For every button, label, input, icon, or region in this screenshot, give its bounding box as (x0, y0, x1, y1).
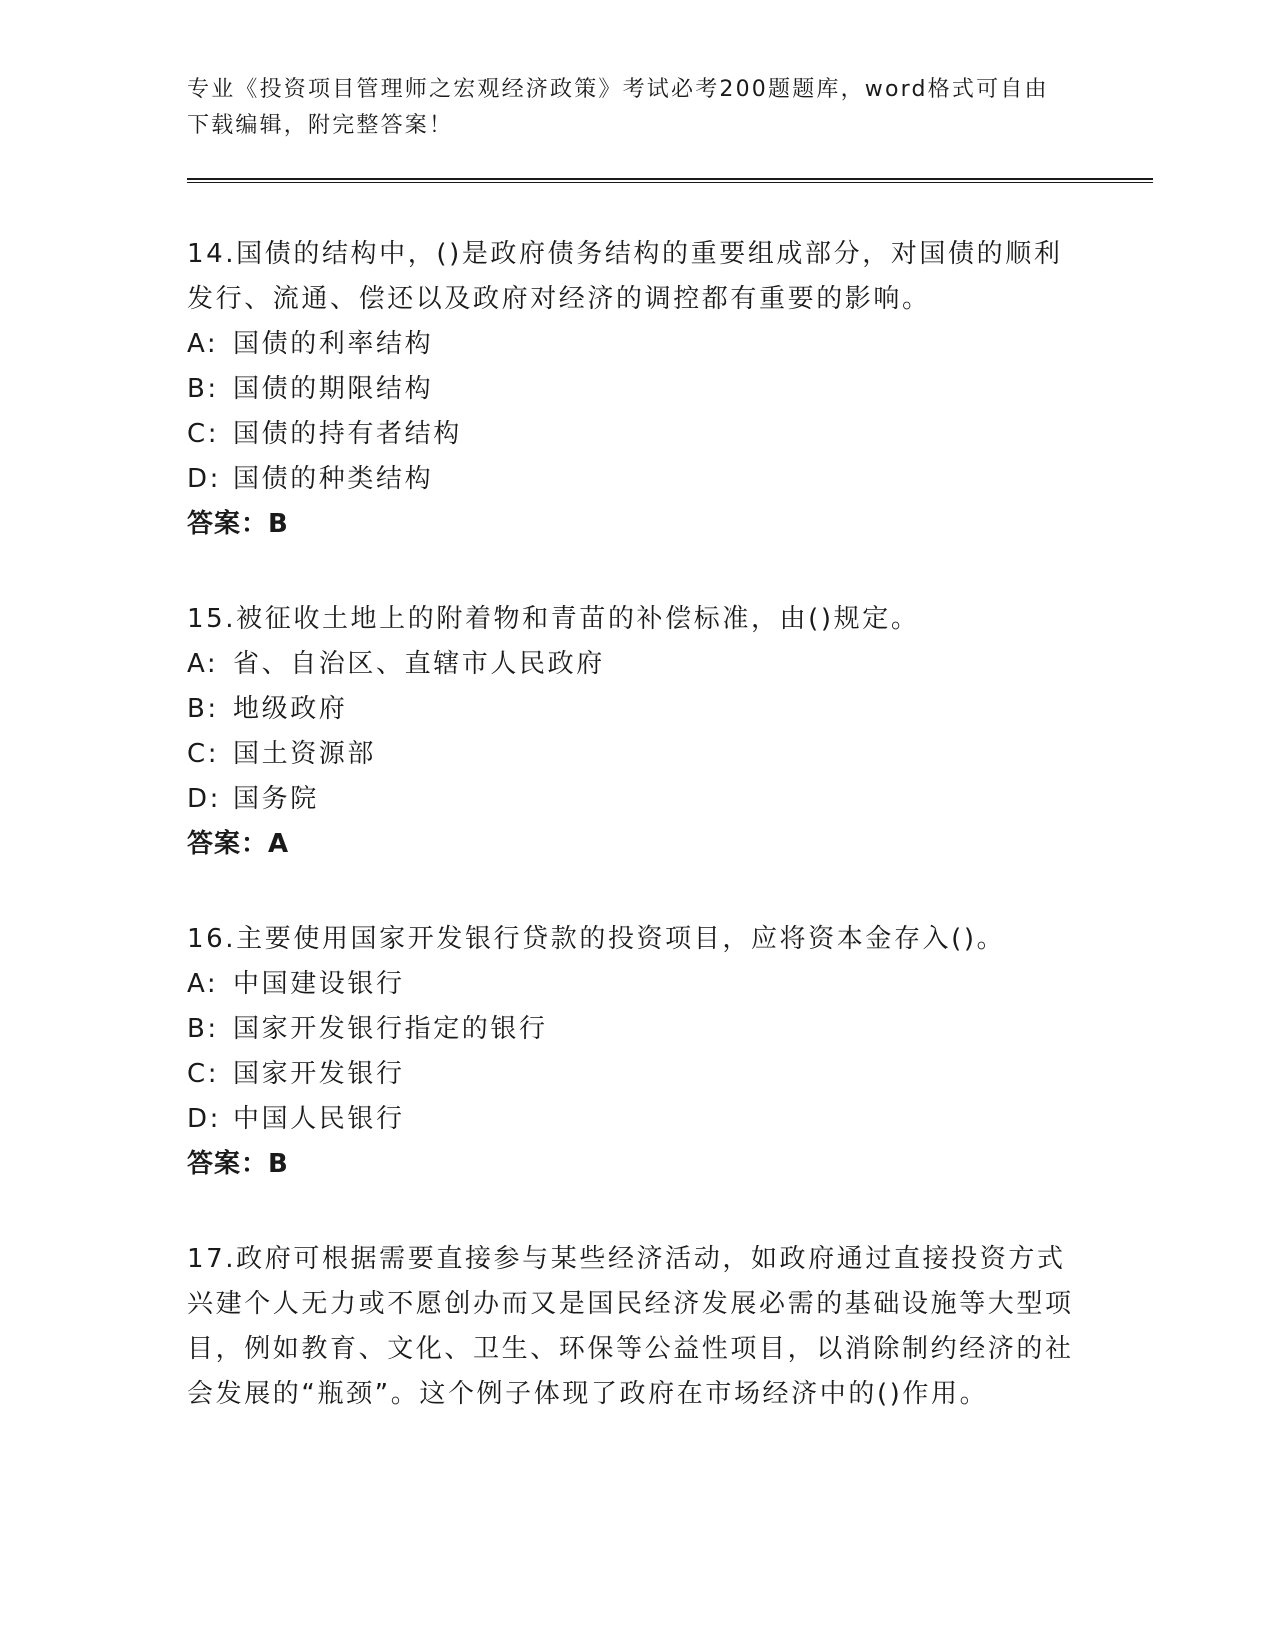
question-stem: 16.主要使用国家开发银行贷款的投资项目，应将资本金存入()。 (187, 924, 1006, 954)
question-15 (187, 597, 1087, 867)
option-key: B: (187, 374, 219, 404)
option-text: 地级政府 (233, 694, 348, 724)
option-key: A: (187, 329, 219, 359)
question-stem: 15.被征收土地上的附着物和青苗的补偿标准，由()规定。 (187, 604, 920, 634)
answer-line: 答案：B (187, 509, 289, 539)
answer-line: 答案：B (187, 1149, 289, 1179)
option-key: A: (187, 649, 219, 679)
option-key: D: (187, 1104, 221, 1134)
option-key: C: (187, 1059, 220, 1089)
option-key: D: (187, 784, 221, 814)
option-text: 国债的利率结构 (233, 329, 434, 359)
option-key: A: (187, 969, 219, 999)
document-header: 专业《投资项目管理师之宏观经济政策》考试必考200题题库，word格式可自由下载编辑，附完整答案！ (187, 77, 1049, 138)
option-a (187, 962, 1087, 1007)
option-key: B: (187, 1014, 219, 1044)
question-17 (187, 1237, 1087, 1417)
option-d (187, 1097, 1087, 1142)
answer-line: 答案：A (187, 829, 290, 859)
option-text: 省、自治区、直辖市人民政府 (233, 649, 605, 679)
option-text: 国债的期限结构 (233, 374, 434, 404)
option-text: 国家开发银行 (233, 1059, 405, 1089)
option-text: 国家开发银行指定的银行 (233, 1014, 548, 1044)
option-text: 国债的持有者结构 (233, 419, 462, 449)
question-14 (187, 232, 1087, 547)
option-b (187, 687, 1087, 732)
option-key: C: (187, 419, 220, 449)
option-text: 中国建设银行 (233, 969, 405, 999)
option-key: C: (187, 739, 220, 769)
option-text: 中国人民银行 (233, 1104, 405, 1134)
option-d (187, 457, 1087, 502)
option-a (187, 642, 1087, 687)
option-text: 国务院 (233, 784, 319, 814)
question-stem: 17.政府可根据需要直接参与某些经济活动，如政府通过直接投资方式兴建个人无力或不愿创办而又是国民经济发展必需的基础设施等大型项目，例如教育、文化、卫生、环保等公益性项目，以消除制约经济的社会发展的“瓶颈”。这个例子体现了政府在市场经济中的()作用。 (187, 1244, 1074, 1409)
option-c (187, 412, 1087, 457)
header-divider (187, 178, 1153, 183)
option-d (187, 777, 1087, 822)
option-text: 国债的种类结构 (233, 464, 434, 494)
option-b (187, 1007, 1087, 1052)
question-16 (187, 917, 1087, 1187)
question-list (187, 232, 1087, 1467)
question-stem: 14.国债的结构中，()是政府债务结构的重要组成部分，对国债的顺利发行、流通、偿还以及政府对经济的调控都有重要的影响。 (187, 239, 1063, 314)
option-text: 国土资源部 (233, 739, 377, 769)
option-c (187, 732, 1087, 777)
option-b (187, 367, 1087, 412)
option-a (187, 322, 1087, 367)
option-key: B: (187, 694, 219, 724)
option-c (187, 1052, 1087, 1097)
option-key: D: (187, 464, 221, 494)
